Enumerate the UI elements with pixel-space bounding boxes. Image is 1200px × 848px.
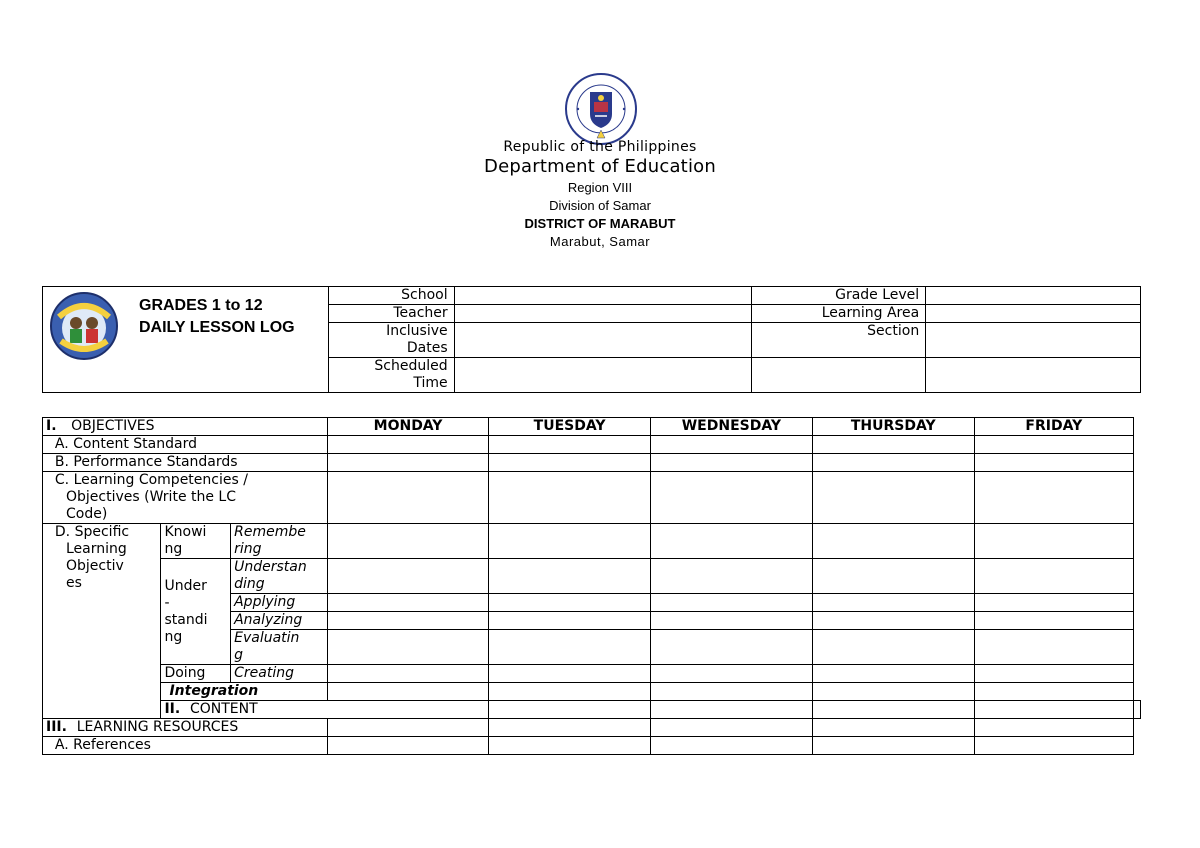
dll-table: [42, 417, 1141, 755]
cell[interactable]: [812, 683, 974, 701]
understanding-row: [43, 559, 1141, 594]
remembering-row: [43, 524, 1141, 559]
day-monday: MONDAY: [327, 418, 489, 436]
day-tuesday: TUESDAY: [489, 418, 651, 436]
cell[interactable]: [974, 737, 1133, 755]
specific-objectives-label: D. Specific Learning Objectiv es: [43, 524, 161, 719]
references-row: [43, 737, 1141, 755]
cell[interactable]: [327, 737, 489, 755]
cell[interactable]: [650, 737, 812, 755]
learning-competencies-label: C. Learning Competencies / Objectives (Write the LC Code): [43, 472, 328, 524]
empty-label-cell: [752, 358, 926, 393]
cell[interactable]: [327, 612, 489, 630]
cell[interactable]: [327, 454, 489, 472]
cell[interactable]: [650, 701, 812, 719]
integration-label: Integration: [161, 683, 327, 701]
learning-area-field[interactable]: [926, 305, 1141, 323]
cell[interactable]: [327, 630, 489, 665]
content-standard-label: A. Content Standard: [43, 436, 328, 454]
objectives-heading: I. OBJECTIVES: [43, 418, 328, 436]
learning-competencies-row: [43, 472, 1141, 524]
cell[interactable]: [974, 524, 1133, 559]
cell[interactable]: [812, 524, 974, 559]
cell[interactable]: [489, 472, 651, 524]
cell[interactable]: [489, 436, 651, 454]
section-label: Section: [752, 323, 926, 358]
cell[interactable]: [974, 630, 1133, 665]
location-text: Marabut, Samar: [549, 234, 651, 249]
creating-label: Creating: [231, 665, 328, 683]
cell[interactable]: [650, 665, 812, 683]
knowing-label: Knowi ng: [161, 524, 231, 559]
cell[interactable]: [812, 737, 974, 755]
cell[interactable]: [489, 524, 651, 559]
evaluating-label: Evaluatin g: [231, 630, 328, 665]
applying-label: Applying: [231, 594, 328, 612]
cell[interactable]: [489, 683, 651, 701]
cell[interactable]: [489, 737, 651, 755]
inclusive-dates-field[interactable]: [454, 323, 752, 358]
performance-standards-label: B. Performance Standards: [43, 454, 328, 472]
cell[interactable]: [974, 594, 1133, 612]
scheduled-time-label: Scheduled Time: [328, 358, 454, 393]
cell[interactable]: [1134, 701, 1141, 719]
performance-standards-row: [43, 454, 1141, 472]
cell[interactable]: [327, 472, 489, 524]
cell[interactable]: [974, 472, 1133, 524]
cell[interactable]: [327, 594, 489, 612]
day-thursday: THURSDAY: [812, 418, 974, 436]
cell[interactable]: [650, 683, 812, 701]
content-standard-row: [43, 436, 1141, 454]
teacher-label: Teacher: [328, 305, 454, 323]
cell[interactable]: [812, 665, 974, 683]
department-title: Department of Education: [484, 156, 716, 177]
cell[interactable]: [650, 594, 812, 612]
grades-title: GRADES 1 to 12: [139, 297, 263, 314]
analyzing-label: Analyzing: [231, 612, 328, 630]
cell[interactable]: [974, 701, 1133, 719]
cell[interactable]: [650, 472, 812, 524]
cell[interactable]: [489, 665, 651, 683]
district-logo-icon: [49, 291, 119, 361]
cell[interactable]: [489, 612, 651, 630]
remembering-label: Remembe ring: [231, 524, 328, 559]
cell[interactable]: [327, 683, 489, 701]
info-table: [42, 286, 1141, 393]
grade-level-label: Grade Level: [752, 287, 926, 305]
cell[interactable]: [974, 559, 1133, 594]
cell[interactable]: [327, 559, 489, 594]
understanding-category-label: Under - standi ng: [161, 559, 231, 665]
republic-text: Republic of the Philippines: [503, 139, 697, 155]
cell[interactable]: [650, 612, 812, 630]
cell[interactable]: [812, 454, 974, 472]
cell[interactable]: [327, 436, 489, 454]
teacher-field[interactable]: [454, 305, 752, 323]
cell[interactable]: [812, 594, 974, 612]
content-row: [43, 701, 1141, 719]
cell[interactable]: [489, 630, 651, 665]
cell[interactable]: [812, 719, 974, 737]
cell[interactable]: [327, 524, 489, 559]
cell[interactable]: [650, 454, 812, 472]
cell[interactable]: [489, 594, 651, 612]
learning-resources-row: [43, 719, 1141, 737]
scheduled-time-field[interactable]: [454, 358, 752, 393]
references-label: A. References: [43, 737, 328, 755]
cell[interactable]: [650, 524, 812, 559]
grade-level-field[interactable]: [926, 287, 1141, 305]
day-wednesday: WEDNESDAY: [650, 418, 812, 436]
cell[interactable]: [974, 454, 1133, 472]
cell[interactable]: [974, 612, 1133, 630]
content-heading: II. CONTENT: [161, 701, 489, 719]
cell[interactable]: [974, 665, 1133, 683]
cell[interactable]: [327, 719, 489, 737]
integration-row: [43, 683, 1141, 701]
cell[interactable]: [650, 436, 812, 454]
school-field[interactable]: [454, 287, 752, 305]
dll-title-cell: [43, 287, 329, 393]
cell[interactable]: [974, 719, 1133, 737]
cell[interactable]: [650, 719, 812, 737]
cell[interactable]: [650, 630, 812, 665]
division-text: Division of Samar: [549, 198, 651, 213]
cell[interactable]: [327, 665, 489, 683]
cell[interactable]: [812, 559, 974, 594]
district-text: DISTRICT OF MARABUT: [524, 216, 676, 231]
cell[interactable]: [812, 630, 974, 665]
inclusive-dates-label: Inclusive Dates: [328, 323, 454, 358]
cell[interactable]: [489, 559, 651, 594]
learning-area-label: Learning Area: [752, 305, 926, 323]
cell[interactable]: [974, 683, 1133, 701]
creating-row: [43, 665, 1141, 683]
day-friday: FRIDAY: [974, 418, 1133, 436]
cell[interactable]: [812, 436, 974, 454]
cell[interactable]: [650, 559, 812, 594]
dll-title: DAILY LESSON LOG: [139, 319, 295, 336]
region-text: Region VIII: [567, 180, 633, 195]
understanding-level-label: Understan ding: [231, 559, 328, 594]
cell[interactable]: [489, 701, 651, 719]
school-label: School: [328, 287, 454, 305]
cell[interactable]: [812, 701, 974, 719]
cell[interactable]: [812, 612, 974, 630]
cell[interactable]: [812, 472, 974, 524]
objectives-row: [43, 418, 1141, 436]
cell[interactable]: [974, 436, 1133, 454]
doing-label: Doing: [161, 665, 231, 683]
cell[interactable]: [489, 719, 651, 737]
deped-seal-icon: [564, 72, 638, 146]
empty-field-cell[interactable]: [926, 358, 1141, 393]
cell[interactable]: [489, 454, 651, 472]
learning-resources-heading: III. LEARNING RESOURCES: [43, 719, 328, 737]
section-field[interactable]: [926, 323, 1141, 358]
